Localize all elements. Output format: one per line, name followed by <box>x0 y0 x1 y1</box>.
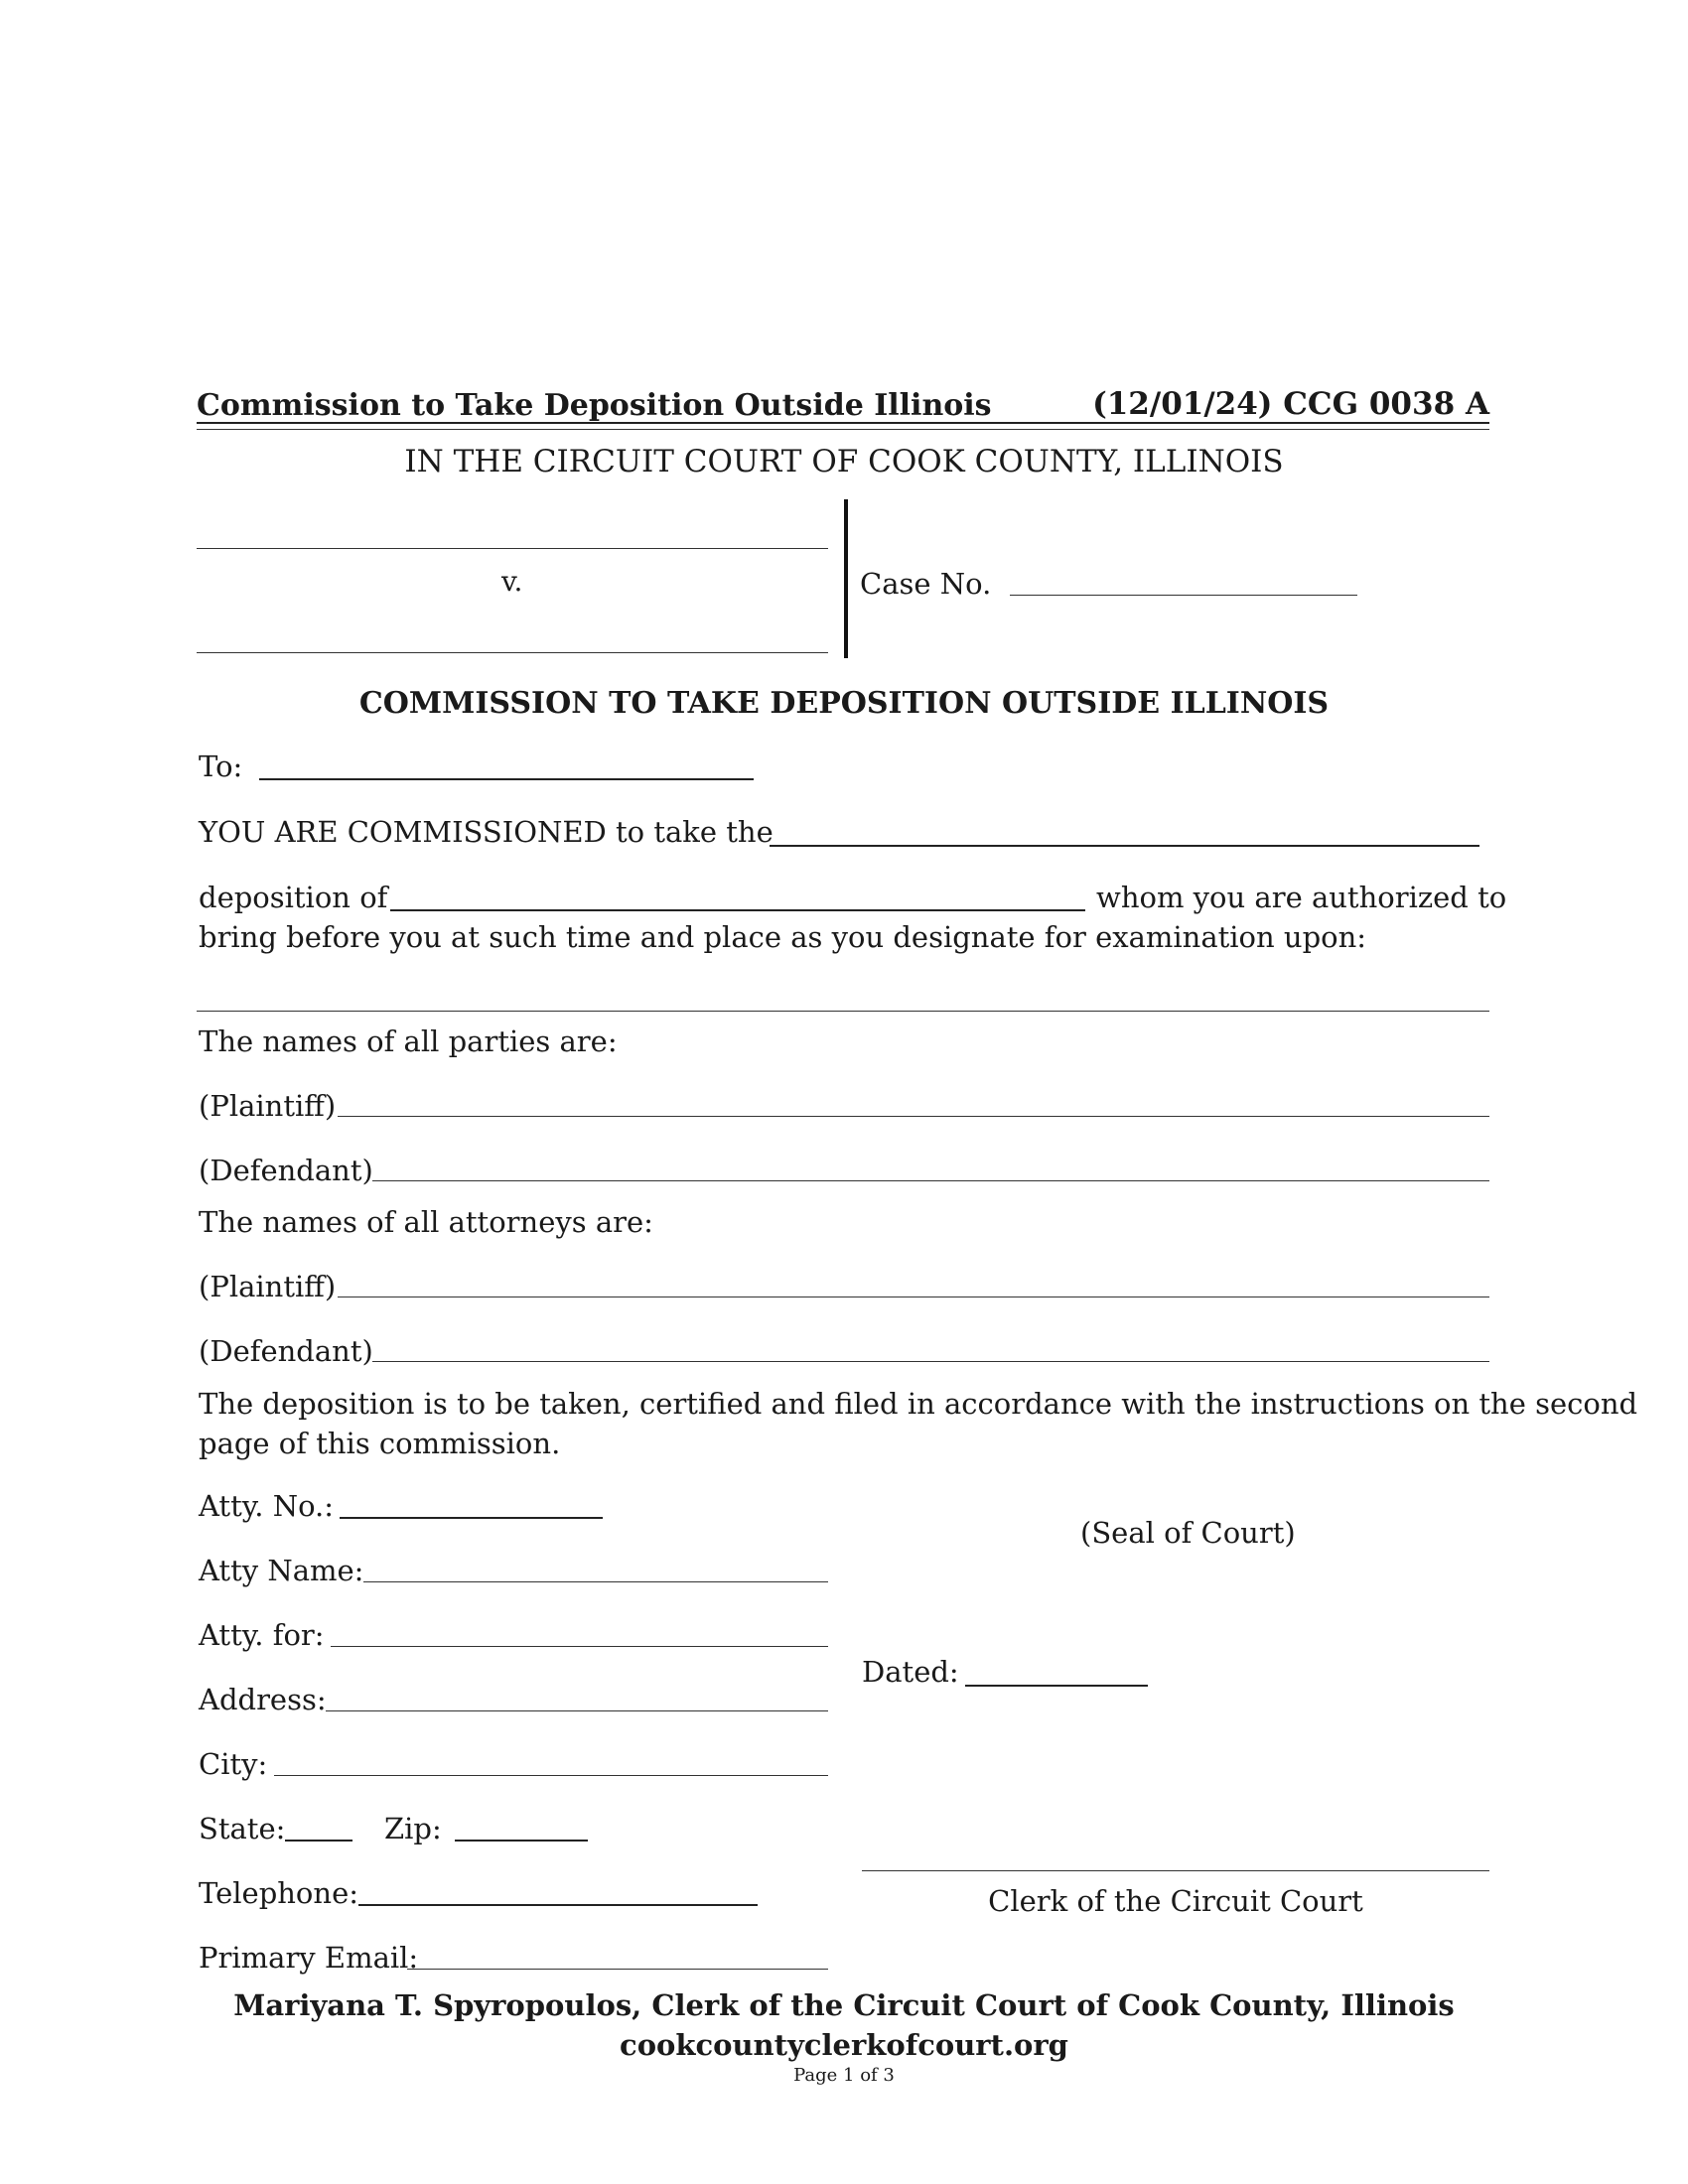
atty-no-field[interactable] <box>340 1517 603 1519</box>
state-label: State: <box>199 1812 286 1845</box>
atty-name-label: Atty Name: <box>199 1554 364 1587</box>
case-no-label: Case No. <box>860 567 992 601</box>
case-no-field[interactable] <box>1010 595 1357 596</box>
party-plaintiff-label: (Plaintiff) <box>199 1089 337 1123</box>
city-field[interactable] <box>274 1775 828 1776</box>
attorneys-heading: The names of all attorneys are: <box>199 1205 653 1239</box>
clerk-signature-field[interactable] <box>862 1870 1489 1871</box>
party-plaintiff-field[interactable] <box>338 1116 1489 1117</box>
zip-field[interactable] <box>455 1840 588 1842</box>
footer-clerk-name: Mariyana T. Spyropoulos, Clerk of the Circuit Court of Cook County, Illinois <box>233 1988 1455 2022</box>
commissioned-text: YOU ARE COMMISSIONED to take the <box>199 815 774 849</box>
telephone-label: Telephone: <box>199 1876 359 1910</box>
whom-text: whom you are authorized to <box>1096 881 1507 914</box>
footer-website[interactable]: cookcountyclerkofcourt.org <box>620 2028 1068 2062</box>
caption-defendant-field[interactable] <box>197 652 828 653</box>
address-label: Address: <box>199 1683 327 1716</box>
party-defendant-field[interactable] <box>372 1180 1489 1181</box>
document-title: COMMISSION TO TAKE DEPOSITION OUTSIDE ILLINOIS <box>358 686 1330 721</box>
deponent-field[interactable] <box>390 909 1085 911</box>
atty-no-label: Atty. No.: <box>199 1489 335 1523</box>
page-number: Page 1 of 3 <box>793 2065 895 2086</box>
email-label: Primary Email: <box>199 1941 419 1975</box>
instructions-line-1: The deposition is to be taken, certified and filed in accordance with the instructions on the second <box>199 1387 1638 1421</box>
dated-label: Dated: <box>862 1655 959 1689</box>
court-name: IN THE CIRCUIT COURT OF COOK COUNTY, ILLINOIS <box>404 444 1284 479</box>
state-field[interactable] <box>285 1840 352 1842</box>
bring-text: bring before you at such time and place as you designate for examination upon: <box>199 920 1367 954</box>
clerk-label: Clerk of the Circuit Court <box>988 1884 1363 1918</box>
party-defendant-label: (Defendant) <box>199 1154 373 1187</box>
form-title: Commission to Take Deposition Outside Illinois <box>197 388 992 423</box>
header-rule-bottom <box>197 429 1489 430</box>
seal-of-court: (Seal of Court) <box>1080 1516 1296 1550</box>
dated-field[interactable] <box>965 1685 1148 1687</box>
zip-label: Zip: <box>384 1812 442 1845</box>
atty-for-label: Atty. for: <box>199 1618 325 1652</box>
atty-name-field[interactable] <box>363 1581 828 1582</box>
to-label: To: <box>199 750 243 783</box>
city-label: City: <box>199 1747 268 1781</box>
form-code: (12/01/24) CCG 0038 A <box>1092 386 1489 422</box>
header-rule-top <box>197 422 1489 424</box>
to-field[interactable] <box>259 778 754 780</box>
parties-heading: The names of all parties are: <box>199 1024 618 1058</box>
address-field[interactable] <box>326 1710 828 1711</box>
caption-plaintiff-field[interactable] <box>197 548 828 549</box>
deposition-of-label: deposition of <box>199 881 388 914</box>
deposition-type-field[interactable] <box>770 845 1479 847</box>
attorney-defendant-label: (Defendant) <box>199 1334 373 1368</box>
telephone-field[interactable] <box>358 1904 758 1906</box>
caption-divider <box>844 499 848 658</box>
attorney-plaintiff-label: (Plaintiff) <box>199 1270 337 1303</box>
instructions-line-2: page of this commission. <box>199 1427 561 1460</box>
email-field[interactable] <box>407 1969 828 1970</box>
examination-subject-field[interactable] <box>197 1011 1489 1012</box>
atty-for-field[interactable] <box>331 1646 828 1647</box>
attorney-defendant-field[interactable] <box>372 1361 1489 1362</box>
caption-versus: v. <box>501 565 523 598</box>
